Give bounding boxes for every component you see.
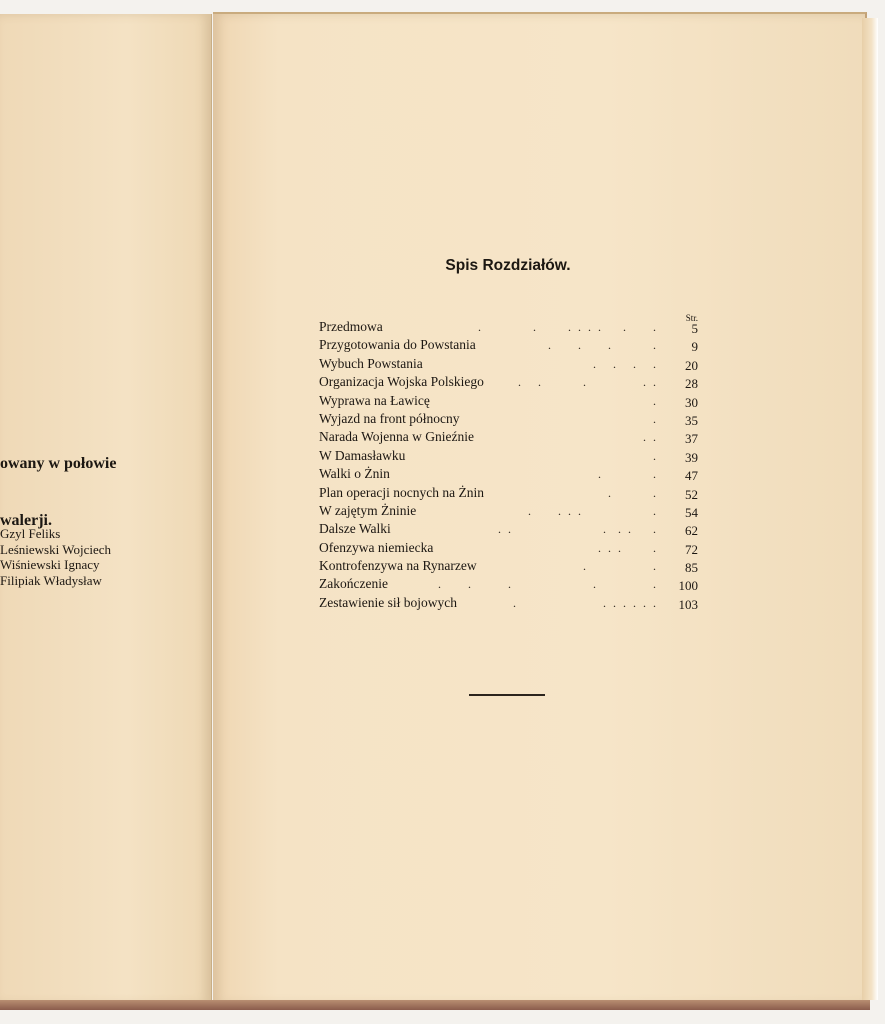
name-entry: Filipiak Władysław bbox=[0, 572, 102, 588]
toc-entry bbox=[319, 594, 698, 612]
toc-entry-page: 5 bbox=[691, 321, 698, 336]
toc-entry-label: Dalsze Walki bbox=[319, 521, 391, 537]
toc-entry-leader: . . . . . bbox=[518, 375, 658, 390]
toc-entry-leader: . bbox=[653, 448, 658, 463]
toc-entry-leader: . . bbox=[608, 485, 658, 500]
toc-entry-label: Zakończenie bbox=[319, 576, 388, 592]
toc-entry-page: 47 bbox=[685, 468, 698, 484]
toc-entry bbox=[319, 520, 698, 538]
toc-entry-leader: . . . . bbox=[548, 338, 658, 353]
toc-entry-leader: . bbox=[653, 411, 658, 426]
toc-entry-label: Wybuch Powstania bbox=[319, 355, 423, 371]
toc-entry-label: Walki o Żnin bbox=[319, 466, 390, 482]
toc-entry bbox=[319, 539, 698, 557]
page-column-label: Str. bbox=[685, 313, 698, 323]
toc-entry-leader: . . . . bbox=[598, 540, 658, 555]
toc-entry-page: 35 bbox=[685, 412, 698, 428]
toc-entry bbox=[319, 355, 698, 373]
toc-entry-leader: . bbox=[653, 393, 658, 408]
toc-entry-label: Zestawienie sił bojowych bbox=[319, 594, 457, 610]
toc-entry-label: Kontrofenzywa na Rynarzew bbox=[319, 558, 477, 574]
toc-entry-page: 37 bbox=[685, 431, 698, 447]
left-page-name-list bbox=[0, 526, 111, 588]
toc-entry bbox=[319, 502, 698, 520]
page-edge bbox=[862, 18, 878, 1000]
toc-entry-label: Wyjazd na front północny bbox=[319, 410, 460, 426]
toc-entry-label: Przygotowania do Powstania bbox=[319, 337, 476, 353]
toc-entry-page: 62 bbox=[685, 523, 698, 539]
toc-entry-page: 54 bbox=[685, 504, 698, 520]
name-entry: Wiśniewski Ignacy bbox=[0, 557, 100, 572]
toc-title: Spis Rozdziałów. bbox=[445, 257, 571, 274]
toc-entry-label: Wyprawa na Ławicę bbox=[319, 392, 430, 408]
toc-entry-page: 72 bbox=[685, 541, 698, 557]
toc-entry bbox=[319, 410, 698, 428]
toc-entry-page: 39 bbox=[685, 449, 698, 465]
toc-entry-leader: . . . . bbox=[593, 356, 658, 371]
toc-entry-page: 103 bbox=[678, 596, 698, 612]
closing-rule bbox=[469, 694, 545, 696]
toc-entry-leader: . . bbox=[598, 467, 658, 482]
toc-entry-label: Organizacja Wojska Polskiego bbox=[319, 374, 484, 390]
toc-entry-leader: . . bbox=[583, 559, 658, 574]
toc-entry bbox=[319, 428, 698, 446]
toc-entry-leader: . . . . . . bbox=[498, 522, 658, 537]
toc-entry bbox=[319, 392, 698, 410]
toc-entry-page: 28 bbox=[685, 376, 698, 392]
toc-entry-page: 100 bbox=[678, 578, 698, 594]
toc-entry-label: Przedmowa bbox=[319, 319, 383, 334]
toc-entry-leader: . . . . . . . . bbox=[478, 320, 658, 334]
name-entry: Leśniewski Wojciech bbox=[0, 541, 111, 557]
toc-entry bbox=[319, 318, 698, 336]
toc-entry bbox=[319, 465, 698, 483]
toc-entry-page: 85 bbox=[685, 560, 698, 576]
toc-entry bbox=[319, 373, 698, 391]
left-heading-line: owany w połowie bbox=[0, 455, 117, 472]
toc-entry-label: W zajętym Żninie bbox=[319, 502, 417, 518]
toc-entry-leader: . . . . . . . bbox=[513, 595, 658, 610]
toc-entry-leader: . . . . . bbox=[528, 503, 658, 518]
toc-entry bbox=[319, 557, 698, 575]
toc-entry bbox=[319, 484, 698, 502]
toc-entry-label: Narada Wojenna w Gnieźnie bbox=[319, 429, 474, 445]
toc-entry-leader: . . bbox=[643, 430, 658, 445]
left-heading-line: walerji. bbox=[0, 512, 52, 529]
toc-entry bbox=[319, 336, 698, 354]
toc-entry bbox=[319, 447, 698, 465]
toc-entry-page: 20 bbox=[685, 357, 698, 373]
toc-entry-page: 52 bbox=[685, 486, 698, 502]
table-of-contents bbox=[319, 318, 698, 612]
cover-edge bbox=[0, 1000, 870, 1010]
toc-entry-leader: . . . . . bbox=[438, 577, 658, 592]
toc-entry-label: W Damasławku bbox=[319, 447, 406, 463]
toc-entry-page: 30 bbox=[685, 394, 698, 410]
toc-entry-page: 9 bbox=[691, 339, 698, 355]
toc-entry bbox=[319, 575, 698, 593]
toc-entry-label: Plan operacji nocnych na Żnin bbox=[319, 484, 484, 500]
toc-entry-label: Ofenzywa niemiecka bbox=[319, 539, 434, 555]
name-entry: Gzyl Feliks bbox=[0, 526, 61, 541]
